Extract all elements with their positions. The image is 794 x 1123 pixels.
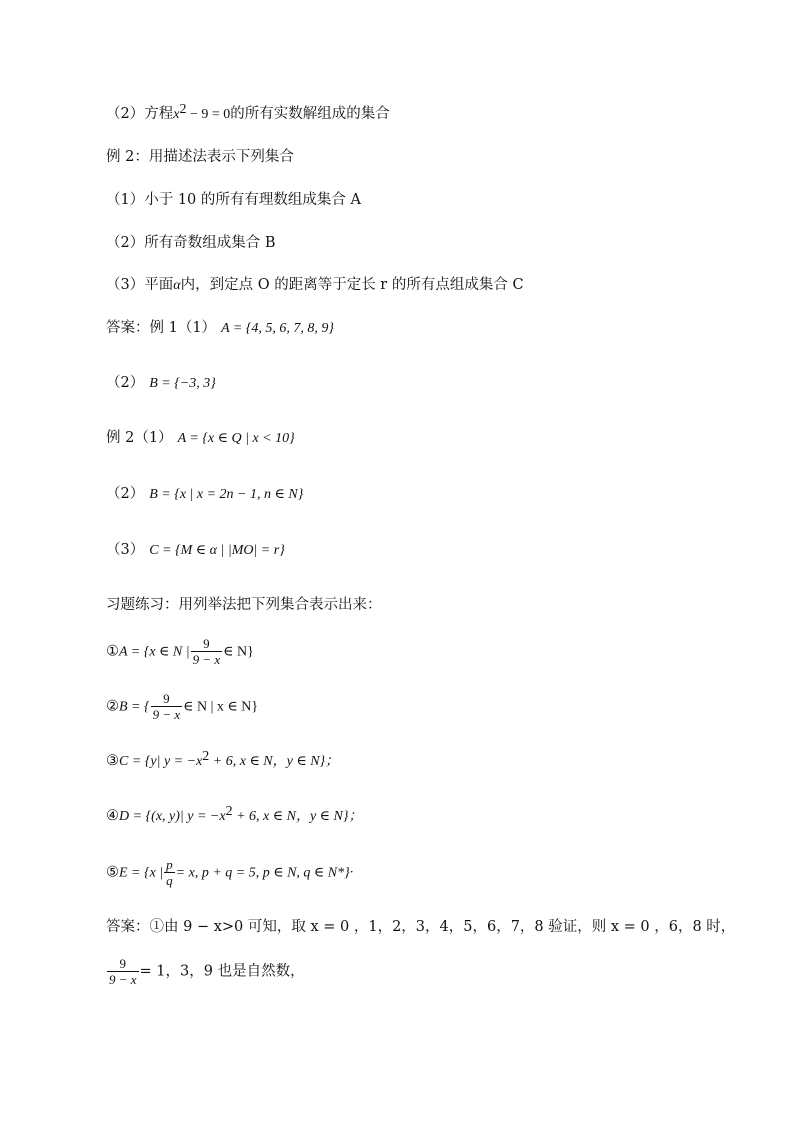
fraction-denominator: 9 − x [109, 972, 137, 987]
answer-practice-item1-continued [106, 956, 305, 987]
fraction [107, 956, 139, 987]
answer-example2-item2 [106, 484, 303, 505]
math-expression: ∈ N | x ∈ N} [183, 699, 259, 715]
math-expression: B = {x | x = 2n − 1, n ∈ N} [149, 487, 304, 502]
practice-item3 [106, 751, 339, 772]
math-expression: A = {x ∈ N | [119, 644, 190, 660]
math-expression: D = {(x, y)| y = −x [119, 809, 226, 824]
answer-practice-item1: 答案：①由 9 − x>0 可知，取 x = 0 ，1，2，3，4，5，6，7，8 验证，则 x = 0 ，6，8 时， [106, 919, 736, 935]
circled-number: ② [106, 698, 119, 715]
math-expression: E = {x | [119, 865, 164, 881]
example2-item2: （2）所有奇数组成集合 B [106, 235, 276, 251]
item-prefix: （3）平面 [106, 277, 174, 293]
answer-prefix: （3） [106, 542, 145, 558]
answer-prefix: 例 2（1） [106, 430, 173, 446]
math-expression: + 6, x ∈ N，y ∈ N}； [232, 809, 363, 824]
item-prefix: （2）方程 [106, 106, 174, 122]
alpha-symbol: α [173, 278, 181, 293]
circled-number: ⑤ [106, 864, 119, 881]
answer-example1-item2 [106, 373, 216, 394]
math-expression: B = { [119, 699, 150, 715]
fraction [191, 636, 223, 667]
example2-item3 [106, 275, 524, 296]
practice-item2 [106, 691, 258, 723]
math-expression: A = {x ∈ Q | x < 10} [177, 431, 295, 446]
example2-item1: （1）小于 10 的所有有理数组成集合 A [106, 192, 361, 208]
answer-example2-item1 [106, 428, 295, 449]
math-expression: − 9 = 0 [186, 107, 231, 122]
answer-text: = 1，3，9 也是自然数， [139, 963, 305, 980]
fraction-denominator: q [166, 873, 173, 888]
practice-item5 [106, 857, 353, 889]
answer-example2-item3 [106, 540, 285, 561]
fraction [164, 857, 175, 888]
answer-prefix: （2） [106, 375, 145, 391]
math-exponent: 2 [179, 102, 187, 117]
item-suffix: 内，到定点 O 的距离等于定长 r 的所有点组成集合 C [180, 277, 524, 293]
math-expression: B = {−3, 3} [149, 376, 216, 391]
practice-item4 [106, 806, 362, 827]
fraction [151, 691, 183, 722]
example1-item2 [106, 104, 390, 125]
math-var: x [173, 107, 180, 122]
fraction-numerator: 9 [203, 636, 210, 651]
answer-prefix: （2） [106, 486, 145, 502]
circled-number: ④ [106, 808, 119, 824]
math-expression: A = {4, 5, 6, 7, 8, 9} [221, 321, 335, 336]
math-expression: ∈ N} [223, 644, 254, 660]
fraction-numerator: 9 [119, 956, 127, 971]
circled-number: ① [106, 643, 119, 660]
circled-number: ③ [106, 753, 119, 769]
math-expression: = x, p + q = 5, p ∈ N, q ∈ N*}· [175, 865, 354, 881]
math-exponent: 2 [225, 804, 233, 819]
fraction-numerator: p [166, 857, 173, 872]
fraction-denominator: 9 − x [152, 707, 181, 722]
item-suffix: 的所有实数解组成的集合 [230, 106, 390, 122]
practice-title: 习题练习：用列举法把下列集合表示出来： [106, 597, 382, 613]
fraction-denominator: 9 − x [192, 652, 221, 667]
math-expression: + 6, x ∈ N，y ∈ N}； [209, 754, 340, 769]
math-exponent: 2 [202, 749, 210, 764]
math-expression: C = {M ∈ α | |MO| = r} [149, 543, 285, 558]
answer-prefix: 答案：例 1（1） [106, 320, 217, 336]
answer-example1-item1 [106, 318, 334, 339]
fraction-numerator: 9 [163, 691, 170, 706]
practice-item1 [106, 636, 254, 668]
math-expression: C = {y| y = −x [119, 754, 203, 769]
example2-title: 例 2：用描述法表示下列集合 [106, 149, 294, 165]
